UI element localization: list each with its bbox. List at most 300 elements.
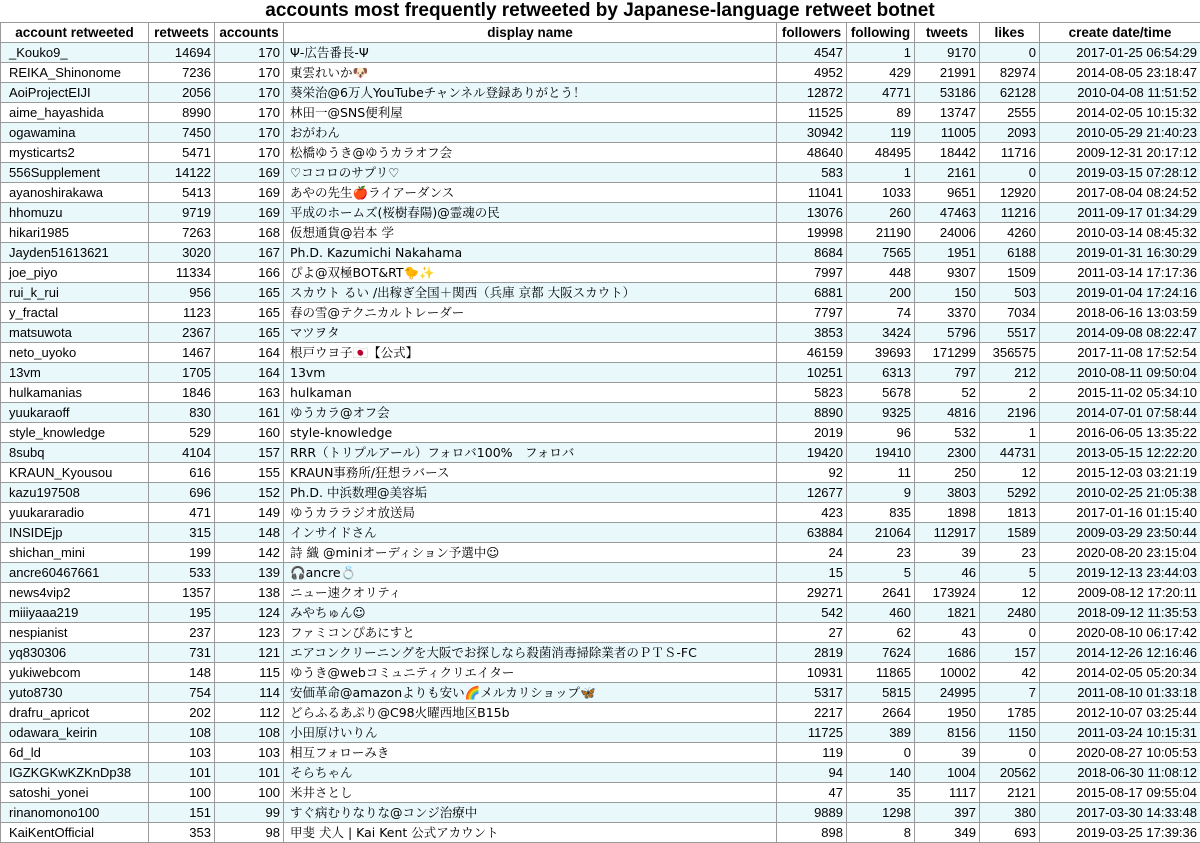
accounts-cell: 169: [215, 183, 284, 203]
accounts-cell: 170: [215, 83, 284, 103]
account-cell: ayanoshirakawa: [1, 183, 149, 203]
likes-cell: 44731: [980, 443, 1040, 463]
likes-cell: 12: [980, 463, 1040, 483]
tweets-cell: 24995: [915, 683, 980, 703]
accounts-cell: 100: [215, 783, 284, 803]
accounts-cell: 165: [215, 303, 284, 323]
create-date-cell: 2014-02-05 10:15:32: [1040, 103, 1200, 123]
display-name-cell: ゆうカラ@オフ会: [284, 403, 777, 423]
retweets-cell: 14122: [149, 163, 215, 183]
account-cell: rinanomono100: [1, 803, 149, 823]
table-row: [1, 183, 1200, 203]
table-row: [1, 63, 1200, 83]
account-cell: style_knowledge: [1, 423, 149, 443]
following-cell: 74: [847, 303, 915, 323]
create-date-cell: 2019-03-15 07:28:12: [1040, 163, 1200, 183]
following-cell: 5: [847, 563, 915, 583]
accounts-cell: 161: [215, 403, 284, 423]
accounts-cell: 98: [215, 823, 284, 843]
following-cell: 835: [847, 503, 915, 523]
likes-cell: 20562: [980, 763, 1040, 783]
create-date-cell: 2010-04-08 11:51:52: [1040, 83, 1200, 103]
account-cell: yuukaraoff: [1, 403, 149, 423]
table-row: [1, 223, 1200, 243]
display-name-cell: RRR（トリプルアール）フォロバ100% フォロバ: [284, 443, 777, 463]
display-name-cell: おがわん: [284, 123, 777, 143]
followers-cell: 19420: [777, 443, 847, 463]
retweets-cell: 696: [149, 483, 215, 503]
retweets-cell: 471: [149, 503, 215, 523]
likes-cell: 0: [980, 623, 1040, 643]
retweets-cell: 731: [149, 643, 215, 663]
tweets-cell: 2300: [915, 443, 980, 463]
tweets-cell: 250: [915, 463, 980, 483]
create-date-cell: 2018-09-12 11:35:53: [1040, 603, 1200, 623]
following-cell: 39693: [847, 343, 915, 363]
followers-cell: 30942: [777, 123, 847, 143]
account-cell: yuto8730: [1, 683, 149, 703]
table-row: [1, 543, 1200, 563]
following-cell: 23: [847, 543, 915, 563]
followers-cell: 19998: [777, 223, 847, 243]
create-date-cell: 2019-01-31 16:30:29: [1040, 243, 1200, 263]
retweets-cell: 5413: [149, 183, 215, 203]
create-date-cell: 2010-05-29 21:40:23: [1040, 123, 1200, 143]
tweets-cell: 150: [915, 283, 980, 303]
accounts-cell: 121: [215, 643, 284, 663]
following-cell: 5678: [847, 383, 915, 403]
following-cell: 11: [847, 463, 915, 483]
likes-cell: 23: [980, 543, 1040, 563]
display-name-cell: エアコンクリーニングを大阪でお探しなら殺菌消毒掃除業者のＰＴＳ-FC: [284, 643, 777, 663]
account-cell: matsuwota: [1, 323, 149, 343]
column-header-retweets: retweets: [149, 23, 215, 43]
account-cell: yukiwebcom: [1, 663, 149, 683]
following-cell: 389: [847, 723, 915, 743]
likes-cell: 2: [980, 383, 1040, 403]
create-date-cell: 2009-03-29 23:50:44: [1040, 523, 1200, 543]
following-cell: 4771: [847, 83, 915, 103]
likes-cell: 7: [980, 683, 1040, 703]
likes-cell: 5: [980, 563, 1040, 583]
tweets-cell: 4816: [915, 403, 980, 423]
following-cell: 460: [847, 603, 915, 623]
display-name-cell: hulkaman: [284, 383, 777, 403]
retweets-cell: 2367: [149, 323, 215, 343]
retweets-cell: 199: [149, 543, 215, 563]
accounts-cell: 103: [215, 743, 284, 763]
tweets-cell: 171299: [915, 343, 980, 363]
table-row: [1, 803, 1200, 823]
create-date-cell: 2014-08-05 23:18:47: [1040, 63, 1200, 83]
accounts-cell: 115: [215, 663, 284, 683]
following-cell: 2664: [847, 703, 915, 723]
table-row: [1, 243, 1200, 263]
retweets-cell: 533: [149, 563, 215, 583]
column-header-display-name: display name: [284, 23, 777, 43]
account-cell: satoshi_yonei: [1, 783, 149, 803]
display-name-cell: ニュー速クオリティ: [284, 583, 777, 603]
account-cell: joe_piyo: [1, 263, 149, 283]
likes-cell: 1150: [980, 723, 1040, 743]
following-cell: 140: [847, 763, 915, 783]
likes-cell: 693: [980, 823, 1040, 843]
tweets-cell: 10002: [915, 663, 980, 683]
create-date-cell: 2014-07-01 07:58:44: [1040, 403, 1200, 423]
followers-cell: 7797: [777, 303, 847, 323]
retweets-cell: 616: [149, 463, 215, 483]
likes-cell: 12920: [980, 183, 1040, 203]
display-name-cell: ゆうき@webコミュニティクリエイター: [284, 663, 777, 683]
retweets-cell: 9719: [149, 203, 215, 223]
accounts-cell: 148: [215, 523, 284, 543]
accounts-cell: 160: [215, 423, 284, 443]
account-cell: aime_hayashida: [1, 103, 149, 123]
table-row: [1, 323, 1200, 343]
create-date-cell: 2011-03-24 10:15:31: [1040, 723, 1200, 743]
accounts-cell: 124: [215, 603, 284, 623]
display-name-cell: ぴよ@双極BOT&RT🐤✨: [284, 263, 777, 283]
followers-cell: 2019: [777, 423, 847, 443]
followers-cell: 7997: [777, 263, 847, 283]
retweets-cell: 8990: [149, 103, 215, 123]
retweets-cell: 11334: [149, 263, 215, 283]
display-name-cell: そらちゃん: [284, 763, 777, 783]
following-cell: 5815: [847, 683, 915, 703]
tweets-cell: 5796: [915, 323, 980, 343]
likes-cell: 1: [980, 423, 1040, 443]
tweets-cell: 9307: [915, 263, 980, 283]
table-row: [1, 363, 1200, 383]
create-date-cell: 2019-12-13 23:44:03: [1040, 563, 1200, 583]
likes-cell: 11716: [980, 143, 1040, 163]
following-cell: 9: [847, 483, 915, 503]
display-name-cell: style-knowledge: [284, 423, 777, 443]
account-cell: 6d_ld: [1, 743, 149, 763]
accounts-cell: 138: [215, 583, 284, 603]
likes-cell: 4260: [980, 223, 1040, 243]
accounts-cell: 169: [215, 163, 284, 183]
account-cell: ancre60467661: [1, 563, 149, 583]
followers-cell: 48640: [777, 143, 847, 163]
account-cell: INSIDEjp: [1, 523, 149, 543]
tweets-cell: 9651: [915, 183, 980, 203]
accounts-cell: 163: [215, 383, 284, 403]
create-date-cell: 2014-02-05 05:20:34: [1040, 663, 1200, 683]
create-date-cell: 2010-02-25 21:05:38: [1040, 483, 1200, 503]
display-name-cell: 小田原けいりん: [284, 723, 777, 743]
display-name-cell: マツヲタ: [284, 323, 777, 343]
table-row: [1, 603, 1200, 623]
create-date-cell: 2010-08-11 09:50:04: [1040, 363, 1200, 383]
display-name-cell: 平成のホームズ(桜樹春陽)@霊魂の民: [284, 203, 777, 223]
create-date-cell: 2014-09-08 08:22:47: [1040, 323, 1200, 343]
account-cell: shichan_mini: [1, 543, 149, 563]
column-header-following: following: [847, 23, 915, 43]
account-cell: 8subq: [1, 443, 149, 463]
create-date-cell: 2019-03-25 17:39:36: [1040, 823, 1200, 843]
likes-cell: 82974: [980, 63, 1040, 83]
create-date-cell: 2017-01-25 06:54:29: [1040, 43, 1200, 63]
table-row: [1, 443, 1200, 463]
account-cell: 13vm: [1, 363, 149, 383]
tweets-cell: 797: [915, 363, 980, 383]
create-date-cell: 2014-12-26 12:16:46: [1040, 643, 1200, 663]
create-date-cell: 2009-08-12 17:20:11: [1040, 583, 1200, 603]
display-name-cell: あやの先生🍎ライアーダンス: [284, 183, 777, 203]
create-date-cell: 2015-12-03 03:21:19: [1040, 463, 1200, 483]
accounts-cell: 142: [215, 543, 284, 563]
retweets-cell: 1357: [149, 583, 215, 603]
likes-cell: 0: [980, 43, 1040, 63]
tweets-cell: 1004: [915, 763, 980, 783]
create-date-cell: 2020-08-10 06:17:42: [1040, 623, 1200, 643]
followers-cell: 119: [777, 743, 847, 763]
create-date-cell: 2011-03-14 17:17:36: [1040, 263, 1200, 283]
display-name-cell: 林田一@SNS便利屋: [284, 103, 777, 123]
account-cell: Jayden51613621: [1, 243, 149, 263]
account-cell: miiiyaaa219: [1, 603, 149, 623]
following-cell: 260: [847, 203, 915, 223]
table-row: [1, 283, 1200, 303]
likes-cell: 42: [980, 663, 1040, 683]
likes-cell: 5292: [980, 483, 1040, 503]
table-row: [1, 143, 1200, 163]
tweets-cell: 13747: [915, 103, 980, 123]
retweets-cell: 100: [149, 783, 215, 803]
following-cell: 429: [847, 63, 915, 83]
header-row: [1, 23, 1200, 43]
account-cell: odawara_keirin: [1, 723, 149, 743]
display-name-cell: 東雲れいか🐶: [284, 63, 777, 83]
table-row: [1, 383, 1200, 403]
likes-cell: 1509: [980, 263, 1040, 283]
tweets-cell: 1951: [915, 243, 980, 263]
followers-cell: 92: [777, 463, 847, 483]
create-date-cell: 2010-03-14 08:45:32: [1040, 223, 1200, 243]
accounts-cell: 164: [215, 343, 284, 363]
likes-cell: 1785: [980, 703, 1040, 723]
likes-cell: 2121: [980, 783, 1040, 803]
retweets-cell: 1846: [149, 383, 215, 403]
followers-cell: 8684: [777, 243, 847, 263]
following-cell: 0: [847, 743, 915, 763]
followers-cell: 10251: [777, 363, 847, 383]
retweets-cell: 14694: [149, 43, 215, 63]
table-row: [1, 523, 1200, 543]
create-date-cell: 2009-12-31 20:17:12: [1040, 143, 1200, 163]
column-header-accounts: accounts: [215, 23, 284, 43]
likes-cell: 11216: [980, 203, 1040, 223]
table-row: [1, 783, 1200, 803]
followers-cell: 5823: [777, 383, 847, 403]
likes-cell: 7034: [980, 303, 1040, 323]
retweet-accounts-table: [0, 22, 1200, 843]
likes-cell: 6188: [980, 243, 1040, 263]
create-date-cell: 2020-08-27 10:05:53: [1040, 743, 1200, 763]
tweets-cell: 53186: [915, 83, 980, 103]
retweets-cell: 5471: [149, 143, 215, 163]
table-row: [1, 263, 1200, 283]
display-name-cell: 安価革命@amazonよりも安い🌈メルカリショップ🦋: [284, 683, 777, 703]
accounts-cell: 170: [215, 43, 284, 63]
followers-cell: 11725: [777, 723, 847, 743]
following-cell: 11865: [847, 663, 915, 683]
retweets-cell: 7263: [149, 223, 215, 243]
retweets-cell: 1123: [149, 303, 215, 323]
following-cell: 7624: [847, 643, 915, 663]
following-cell: 96: [847, 423, 915, 443]
table-row: [1, 563, 1200, 583]
following-cell: 19410: [847, 443, 915, 463]
retweets-cell: 101: [149, 763, 215, 783]
create-date-cell: 2020-08-20 23:15:04: [1040, 543, 1200, 563]
account-cell: neto_uyoko: [1, 343, 149, 363]
accounts-cell: 165: [215, 283, 284, 303]
account-cell: _Kouko9_: [1, 43, 149, 63]
likes-cell: 0: [980, 743, 1040, 763]
create-date-cell: 2012-10-07 03:25:44: [1040, 703, 1200, 723]
followers-cell: 12872: [777, 83, 847, 103]
retweets-cell: 108: [149, 723, 215, 743]
column-header-tweets: tweets: [915, 23, 980, 43]
account-cell: mysticarts2: [1, 143, 149, 163]
following-cell: 35: [847, 783, 915, 803]
retweets-cell: 4104: [149, 443, 215, 463]
account-cell: IGZKGKwKZKnDp38: [1, 763, 149, 783]
column-header-likes: likes: [980, 23, 1040, 43]
following-cell: 119: [847, 123, 915, 143]
account-cell: AoiProjectEIJI: [1, 83, 149, 103]
account-cell: yuukararadio: [1, 503, 149, 523]
followers-cell: 6881: [777, 283, 847, 303]
create-date-cell: 2016-06-05 13:35:22: [1040, 423, 1200, 443]
accounts-cell: 99: [215, 803, 284, 823]
accounts-cell: 123: [215, 623, 284, 643]
tweets-cell: 3370: [915, 303, 980, 323]
following-cell: 9325: [847, 403, 915, 423]
retweets-cell: 1467: [149, 343, 215, 363]
create-date-cell: 2011-08-10 01:33:18: [1040, 683, 1200, 703]
table-row: [1, 483, 1200, 503]
display-name-cell: 甲斐 犬人 | Kai Kent 公式アカウント: [284, 823, 777, 843]
following-cell: 1: [847, 43, 915, 63]
likes-cell: 2555: [980, 103, 1040, 123]
following-cell: 3424: [847, 323, 915, 343]
retweets-cell: 7450: [149, 123, 215, 143]
followers-cell: 24: [777, 543, 847, 563]
table-row: [1, 763, 1200, 783]
table-row: [1, 663, 1200, 683]
tweets-cell: 2161: [915, 163, 980, 183]
tweets-cell: 397: [915, 803, 980, 823]
following-cell: 200: [847, 283, 915, 303]
create-date-cell: 2013-05-15 12:22:20: [1040, 443, 1200, 463]
display-name-cell: ゆうカララジオ放送局: [284, 503, 777, 523]
table-row: [1, 583, 1200, 603]
accounts-cell: 139: [215, 563, 284, 583]
create-date-cell: 2017-08-04 08:24:52: [1040, 183, 1200, 203]
followers-cell: 9889: [777, 803, 847, 823]
display-name-cell: 仮想通貨@岩本 学: [284, 223, 777, 243]
accounts-cell: 165: [215, 323, 284, 343]
following-cell: 89: [847, 103, 915, 123]
table-body: [1, 43, 1200, 843]
table-row: [1, 503, 1200, 523]
create-date-cell: 2017-03-30 14:33:48: [1040, 803, 1200, 823]
display-name-cell: 13vm: [284, 363, 777, 383]
account-cell: ogawamina: [1, 123, 149, 143]
retweets-cell: 103: [149, 743, 215, 763]
display-name-cell: 松橋ゆうき@ゆうカラオフ会: [284, 143, 777, 163]
likes-cell: 157: [980, 643, 1040, 663]
display-name-cell: Ψ-広告番長-Ψ: [284, 43, 777, 63]
retweets-cell: 148: [149, 663, 215, 683]
accounts-cell: 108: [215, 723, 284, 743]
account-cell: rui_k_rui: [1, 283, 149, 303]
followers-cell: 2217: [777, 703, 847, 723]
display-name-cell: スカウト るい /出稼ぎ全国＋関西（兵庫 京都 大阪スカウト）: [284, 283, 777, 303]
tweets-cell: 1950: [915, 703, 980, 723]
account-cell: y_fractal: [1, 303, 149, 323]
likes-cell: 2093: [980, 123, 1040, 143]
table-row: [1, 823, 1200, 843]
table-row: [1, 463, 1200, 483]
following-cell: 62: [847, 623, 915, 643]
display-name-cell: 春の雪@テクニカルトレーダー: [284, 303, 777, 323]
tweets-cell: 1117: [915, 783, 980, 803]
accounts-cell: 170: [215, 103, 284, 123]
accounts-cell: 170: [215, 63, 284, 83]
followers-cell: 63884: [777, 523, 847, 543]
likes-cell: 1813: [980, 503, 1040, 523]
likes-cell: 62128: [980, 83, 1040, 103]
likes-cell: 1589: [980, 523, 1040, 543]
table-row: [1, 723, 1200, 743]
table-row: [1, 103, 1200, 123]
create-date-cell: 2019-01-04 17:24:16: [1040, 283, 1200, 303]
accounts-cell: 152: [215, 483, 284, 503]
following-cell: 8: [847, 823, 915, 843]
accounts-cell: 166: [215, 263, 284, 283]
table-row: [1, 343, 1200, 363]
accounts-cell: 170: [215, 143, 284, 163]
display-name-cell: 米井さとし: [284, 783, 777, 803]
tweets-cell: 1821: [915, 603, 980, 623]
followers-cell: 11525: [777, 103, 847, 123]
account-cell: hulkamanias: [1, 383, 149, 403]
likes-cell: 356575: [980, 343, 1040, 363]
tweets-cell: 46: [915, 563, 980, 583]
display-name-cell: 根戸ウヨ子🇯🇵【公式】: [284, 343, 777, 363]
accounts-cell: 167: [215, 243, 284, 263]
tweets-cell: 21991: [915, 63, 980, 83]
table-row: [1, 623, 1200, 643]
table-row: [1, 123, 1200, 143]
followers-cell: 29271: [777, 583, 847, 603]
following-cell: 2641: [847, 583, 915, 603]
tweets-cell: 1686: [915, 643, 980, 663]
create-date-cell: 2017-01-16 01:15:40: [1040, 503, 1200, 523]
column-header-account: account retweeted: [1, 23, 149, 43]
account-cell: kazu197508: [1, 483, 149, 503]
followers-cell: 2819: [777, 643, 847, 663]
followers-cell: 94: [777, 763, 847, 783]
followers-cell: 47: [777, 783, 847, 803]
retweets-cell: 353: [149, 823, 215, 843]
retweets-cell: 2056: [149, 83, 215, 103]
retweets-cell: 3020: [149, 243, 215, 263]
